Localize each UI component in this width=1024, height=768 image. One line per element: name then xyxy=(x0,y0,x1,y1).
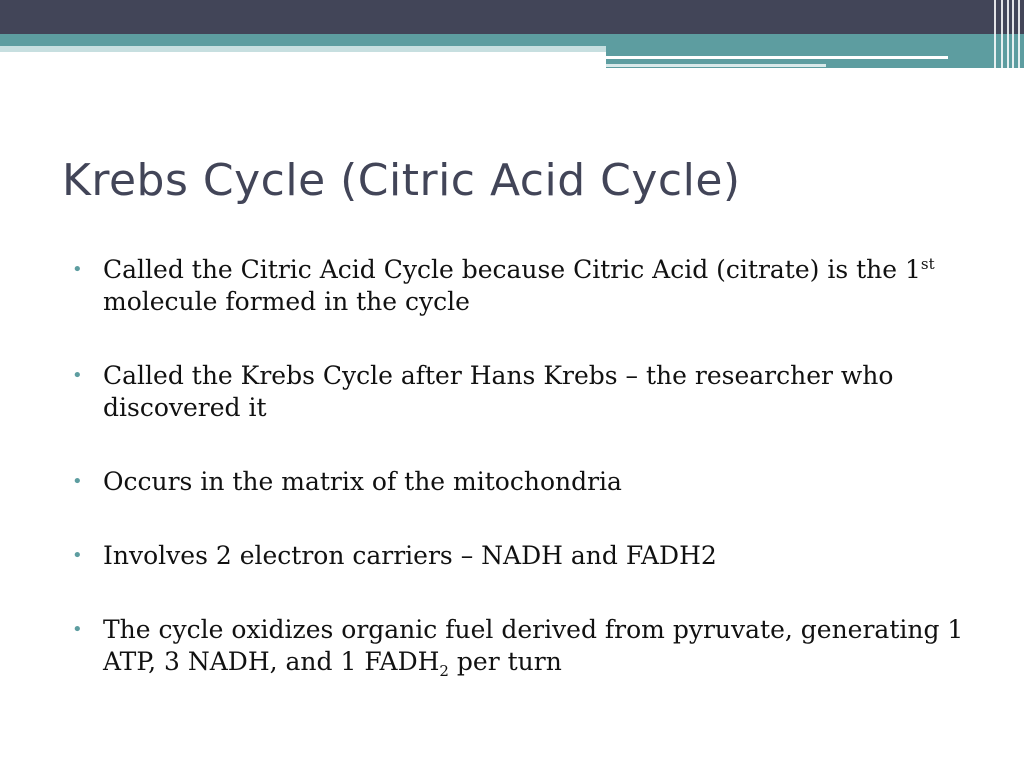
bullet-item xyxy=(72,254,972,318)
header-teal-band xyxy=(0,34,1024,46)
bullet-dot-icon: • xyxy=(72,259,83,280)
bullet-text-continued: molecule formed in the cycle xyxy=(103,287,470,316)
slide-title: Krebs Cycle (Citric Acid Cycle) xyxy=(62,155,741,206)
bullet-dot-icon: • xyxy=(72,471,83,492)
bullet-text: Involves 2 electron carriers – NADH and FADH2 xyxy=(103,541,717,570)
bullet-item xyxy=(72,360,972,424)
bullet-item xyxy=(72,540,972,572)
bullet-text-continued: per turn xyxy=(448,647,562,676)
header-accent-line-short xyxy=(606,64,826,67)
bullet-text: Called the Krebs Cycle after Hans Krebs – the researcher who discovered it xyxy=(103,361,894,422)
bullet-text: The cycle oxidizes organic fuel derived from pyruvate, generating 1 ATP, 3 NADH, and 1 FADH xyxy=(103,615,964,676)
bullet-text: Called the Citric Acid Cycle because Citric Acid (citrate) is the 1 xyxy=(103,255,921,284)
header-light-strip xyxy=(0,46,606,52)
header-dark-band xyxy=(0,0,1024,34)
bullet-superscript: st xyxy=(920,255,935,273)
bullet-list xyxy=(72,254,972,720)
bullet-dot-icon: • xyxy=(72,619,83,640)
bullet-subscript: 2 xyxy=(439,662,449,680)
bullet-dot-icon: • xyxy=(72,365,83,386)
header-vertical-stripes xyxy=(990,0,1024,68)
bullet-item xyxy=(72,614,972,678)
bullet-text: Occurs in the matrix of the mitochondria xyxy=(103,467,622,496)
bullet-item xyxy=(72,466,972,498)
header-accent-line xyxy=(606,56,948,59)
bullet-dot-icon: • xyxy=(72,545,83,566)
